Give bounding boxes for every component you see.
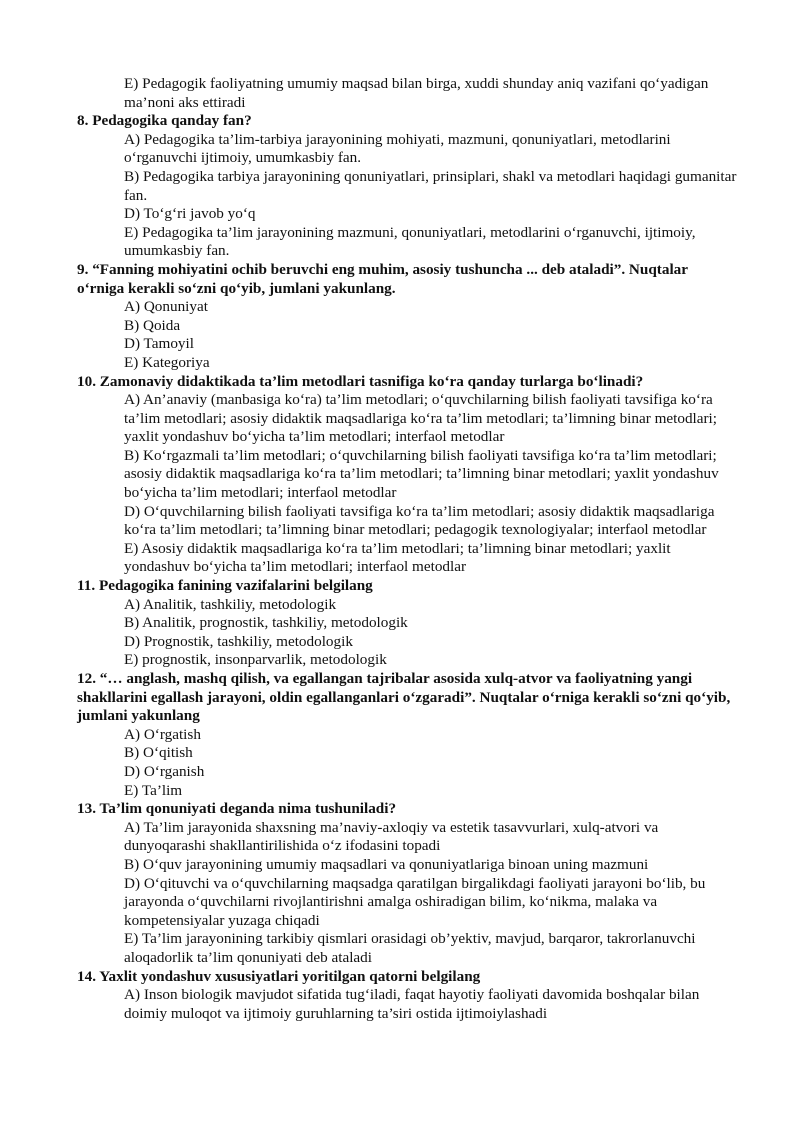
question-block <box>77 112 737 261</box>
answer-option: D) Tamoyil <box>124 335 194 353</box>
question-block <box>77 670 737 800</box>
answer-option: B) Analitik, prognostik, tashkiliy, metodologik <box>124 614 408 632</box>
answer-option: E) Ta’lim jarayonining tarkibiy qismlari orasidagi ob’yektiv, mavjud, barqaror, takrorlanuvchi aloqadorlik ta’lim qonuniyati deb ataladi <box>124 930 696 966</box>
question-text: 12. “… anglash, mashq qilish, va egallangan tajribalar asosida xulq-atvor va faoliyatning yangi shakllarini egallash jarayoni, oldin egallanganlari o‘zgaradi”. Nuqtalar o‘rniga kerakli so‘zni qo‘yib, jumlani yakunlang <box>77 670 731 725</box>
question-text: 9. “Fanning mohiyatini ochib beruvchi eng muhim, asosiy tushuncha ... deb ataladi”. Nuqtalar o‘rniga kerakli so‘zni qo‘yib, jumlani yakunlang. <box>77 260 688 297</box>
answer-option: D) O‘quvchilarning bilish faoliyati tavsifiga ko‘ra ta’lim metodlari; asosiy didaktik maqsadlariga ko‘ra ta’lim metodlari; ta’limning binar metodlari; pedagogik texnologiyalar; interfaol metodlar <box>124 502 715 539</box>
answer-option: A) Analitik, tashkiliy, metodologik <box>124 595 337 613</box>
answer-option: B) Ko‘rgazmali ta’lim metodlari; o‘quvchilarning bilish faoliyati tavsifiga ko‘ra ta’lim metodlari; asosiy didaktik maqsadlariga ko‘ra ta’lim metodlari; ta’limning binar metodlari; yaxlit yondashuv bo‘yicha ta’lim metodlari; interfaol metodlar <box>124 446 719 502</box>
document-page <box>77 75 737 1023</box>
question-text: 13. Ta’lim qonuniyati deganda nima tushuniladi? <box>77 800 397 818</box>
answer-option: E) Asosiy didaktik maqsadlariga ko‘ra ta’lim metodlari; ta’limning binar metodlari; yaxlit yondashuv bo‘yicha ta’lim metodlari; interfaol metodlar <box>124 539 671 576</box>
answer-option: A) Pedagogika ta’lim-tarbiya jarayonining mohiyati, mazmuni, qonuniyatlari, metodlarini o‘rganuvchi ijtimoiy, umumkasbiy fan. <box>124 130 671 167</box>
answer-option: E) Pedagogika ta’lim jarayonining mazmuni, qonuniyatlari, metodlarini o‘rganuvchi, ijtimoiy, umumkasbiy fan. <box>124 223 696 260</box>
answer-option: A) Qonuniyat <box>124 298 208 316</box>
answer-option: E) prognostik, insonparvarlik, metodologik <box>124 651 387 669</box>
question-text: 14. Yaxlit yondashuv xususiyatlari yoritilgan qatorni belgilang <box>77 967 481 985</box>
answer-option: A) Inson biologik mavjudot sifatida tug‘iladi, faqat hayotiy faoliyati davomida boshqalar bilan doimiy muloqot va ijtimoiy guruhlarning ta’siri ostida ijtimoiylashadi <box>124 986 700 1022</box>
answer-option: B) O‘quv jarayonining umumiy maqsadlari va qonuniyatlariga binoan uning mazmuni <box>124 855 649 873</box>
answer-option: D) O‘rganish <box>124 762 205 780</box>
answer-option: A) O‘rgatish <box>124 725 201 743</box>
answer-option: E) Pedagogik faoliyatning umumiy maqsad bilan birga, xuddi shunday aniq vazifani qo‘yadigan ma’noni aks ettiradi <box>124 75 709 111</box>
answer-option: E) Kategoriya <box>124 353 210 371</box>
answer-option: B) O‘qitish <box>124 744 193 762</box>
question-block <box>77 261 737 373</box>
answer-option: B) Qoida <box>124 316 181 334</box>
answer-option: E) Ta’lim <box>124 781 183 799</box>
answer-option: D) Prognostik, tashkiliy, metodologik <box>124 632 353 650</box>
question-text: 11. Pedagogika fanining vazifalarini belgilang <box>77 577 373 595</box>
question-block <box>77 800 737 967</box>
question-text: 8. Pedagogika qanday fan? <box>77 112 252 130</box>
answer-option: B) Pedagogika tarbiya jarayonining qonuniyatlari, prinsiplari, shakl va metodlari haqidagi gumanitar fan. <box>124 167 737 204</box>
question-block <box>77 968 737 1024</box>
question-text: 10. Zamonaviy didaktikada ta’lim metodlari tasnifiga ko‘ra qanday turlarga bo‘linadi? <box>77 372 644 390</box>
question-block <box>77 577 737 670</box>
question-block <box>77 373 737 578</box>
answer-option: D) O‘qituvchi va o‘quvchilarning maqsadga qaratilgan birgalikdagi faoliyati jarayoni bo‘lib, bu jarayonda o‘quvchilarni rivojlantirishni amalga oshiradigan bilim, ko‘nikma, malaka va kompetensiyalar yuzaga chiqadi <box>124 874 706 929</box>
answer-option: A) Ta’lim jarayonida shaxsning ma’naviy-axloqiy va estetik tasavvurlari, xulq-atvori va dunyoqarashi shakllantirilishida o‘z ifodasini topadi <box>124 818 659 855</box>
answer-option: D) To‘g‘ri javob yo‘q <box>124 205 256 223</box>
answer-option: A) An’anaviy (manbasiga ko‘ra) ta’lim metodlari; o‘quvchilarning bilish faoliyati tavsifiga ko‘ra ta’lim metodlari; asosiy didaktik maqsadlariga ko‘ra ta’lim metodlari; ta’limning binar metodlari; yaxlit yondashuv bo‘yicha ta’lim metodlari; interfaol metodlar <box>124 391 717 446</box>
